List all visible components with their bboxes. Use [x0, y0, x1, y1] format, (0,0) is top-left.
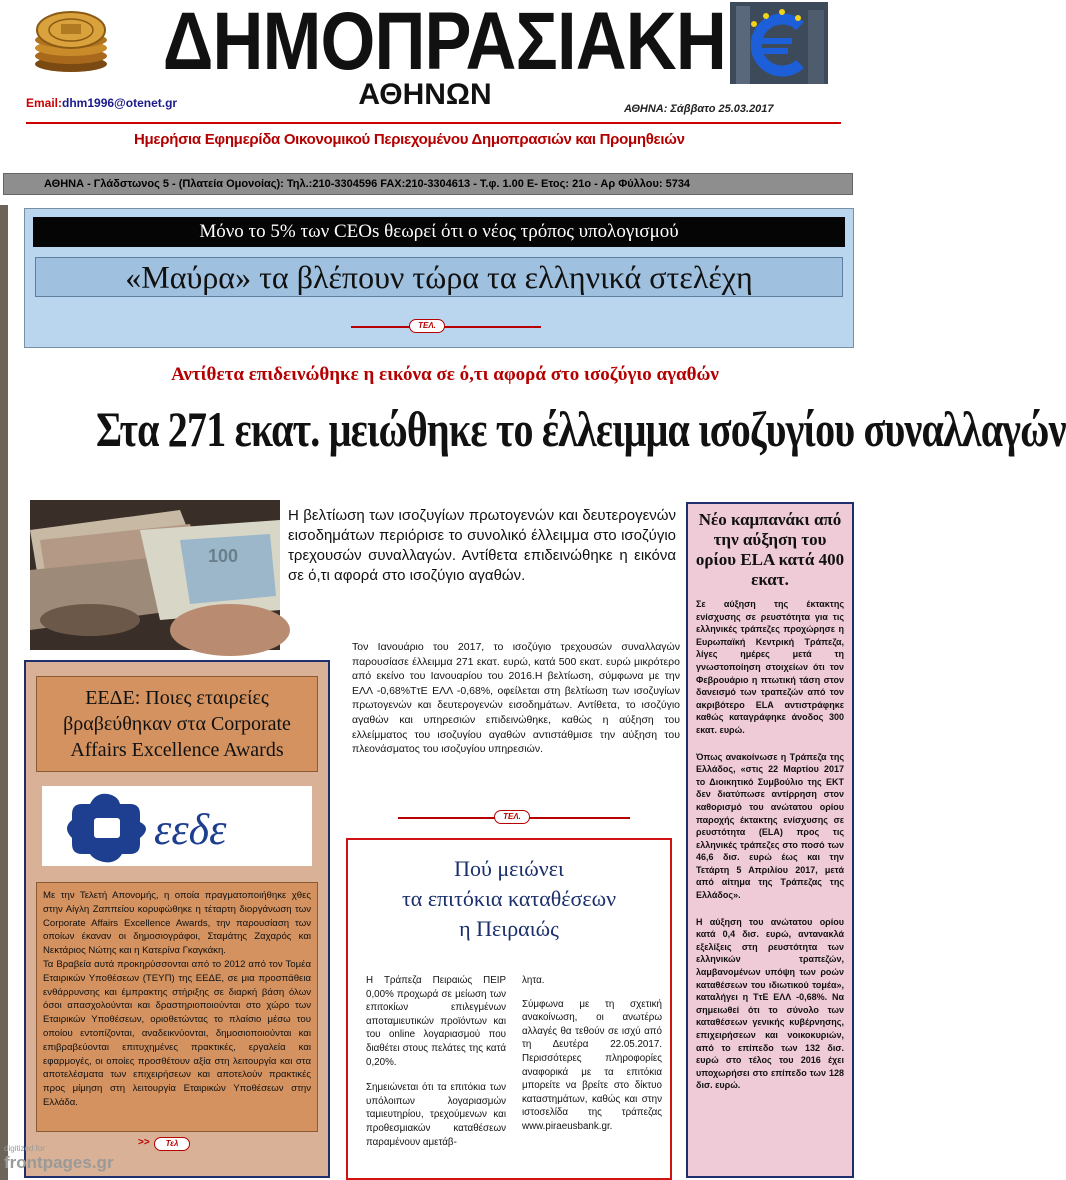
top-story-box — [24, 208, 854, 348]
tel-line — [351, 326, 541, 328]
watermark-small: digitized for — [4, 1144, 45, 1153]
newspaper-subtitle: ΑΘΗΝΩΝ — [358, 78, 492, 111]
watermark-brand: frontpages.gr — [4, 1153, 114, 1172]
eede-logo — [42, 786, 312, 866]
svg-text:100: 100 — [208, 546, 239, 566]
piraeus-column-2 — [522, 974, 662, 1134]
eede-story-box — [24, 660, 330, 1178]
info-bar: ΑΘΗΝΑ - Γλάδστωνος 5 - (Πλατεία Ομονοίας): Τηλ.:210-3304596 FAX:210-3304613 - Τ.φ. 1.00 Ε- Ετος: 21ο - Αρ Φύλλου: 5734 — [3, 173, 853, 195]
top-story-tel-button[interactable]: ΤΕΛ. — [409, 319, 445, 333]
eede-headline[interactable]: ΕΕΔΕ: Ποιες εταιρείες βραβεύθηκαν στα Corporate Affairs Excellence Awards — [36, 676, 318, 772]
piraeus-column-1 — [366, 974, 506, 1149]
email-link[interactable]: dhm1996@otenet.gr — [62, 96, 178, 110]
main-story-subhead: Αντίθετα επιδεινώθηκε η εικόνα σε ό,τι αφορά στο ισοζύγιο αγαθών — [171, 364, 719, 385]
euro-sign-image — [730, 2, 828, 84]
banknotes-photo — [30, 500, 280, 650]
piraeus-headline-line: τα επιτόκια καταθέσεων — [401, 886, 617, 911]
piraeus-paragraph: Σύμφωνα με τη σχετική ανακοίνωση, οι ανωτέρω αλλαγές θα τεθούν σε ισχύ από τη Δευτέρα 22.05.2017. Περισσότερες πληροφορίες αναφορικά με τα επιτόκια μπορείτε να βρείτε στο δίκτυο καταστημάτων, καθώς και στην ιστοσελίδα της τράπεζας www.piraeusbank.gr. — [522, 998, 662, 1132]
ela-paragraph: Η αύξηση του ανώτατου ορίου κατά 0,4 δισ. ευρώ, αντανακλά εξελίξεις στη ρευστότητα των ελληνικών τραπεζών, λαμβανομένων υπόψη των ροών καταθέσεων του ιδιωτικού τομέα», καταλήγει η ΤτΕ ΕΛΛ -0,68%. Να σημειωθεί ότι το σύνολο των καταθέσεων γενικής κυβέρνησης, επιχειρήσεων και νοικοκυριών, από το επίπεδο των 132 δισ. ευρώ στο τέλος του 2016 έχει υποχωρήσει στο επίπεδο των 128 δισ. ευρώ. — [696, 916, 844, 1091]
ela-paragraph: Σε αύξηση της έκτακτης ενίσχυσης σε ρευστότητα για τις ελληνικές τράπεζες προχώρησε η Ευρωπαϊκή Κεντρική Τράπεζα, λίγες ημέρες μετά τη γνωστοποίηση στοιχείων ότι τον Φεβρουάριο η πτωτική τάση στον δανεισμό των τραπεζών από τον ακριβότερο ELA αντιστράφηκε καθώς καταγράφηκε άνοδος 300 εκατ. ευρώ. — [696, 599, 844, 735]
eede-body — [36, 882, 318, 1132]
left-border — [0, 205, 8, 1180]
piraeus-headline[interactable] — [348, 854, 670, 944]
piraeus-headline-line: Πού μειώνει — [454, 856, 564, 881]
masthead-divider — [26, 122, 841, 124]
ela-headline[interactable]: Νέο καμπανάκι από την αύξηση του ορίου ELA κατά 400 εκατ. — [695, 510, 845, 589]
piraeus-paragraph: Σημειώνεται ότι τα επιτόκια των υπόλοιπων λογαριασμών ταμιευτηρίου, τρεχούμενων και προθεσμιακών καταθέσεων παραμένουν αμετάβ- — [366, 1082, 506, 1148]
main-story-lead: Η βελτίωση των ισοζυγίων πρωτογενών και δευτερογενών εισοδημάτων περιόρισε το συνολικό έλλειμμα στο ισοζύγιο τρεχουσών συναλλαγών. Αντίθετα επιδεινώθηκε η εικόνα σε ό,τι αφορά στο ισοζύγιο αγαθών. — [288, 507, 676, 584]
main-story-headline[interactable]: Στα 271 εκατ. μειώθηκε το έλλειμμα ισοζυγίου συναλλαγών — [96, 401, 1066, 457]
email-line — [26, 96, 177, 110]
eede-tel-button[interactable]: Τελ — [154, 1137, 190, 1151]
eede-paragraph: Με την Τελετή Απονομής, η οποία πραγματοποιήθηκε χθες στην Αίγλη Ζαππείου κορυφώθηκε η τέταρτη διοργάνωση των Corporate Affairs Excellence Awards, την παρουσίαση των οποίων έκαναν οι δημοσιογράφοι, Σταμάτης Ζαχαρός και Νεκτάριος Νώτης και η Κατερίνα Γκαγκάκη. — [43, 890, 311, 957]
piraeus-headline-line: η Πειραιώς — [459, 916, 559, 941]
piraeus-paragraph: Η Τράπεζα Πειραιώς ΠΕΙΡ 0,00% προχωρά σε μείωση των επιτοκίων επιλεγμένων αποταμιευτικών προϊόντων και του online λογαριασμού που διαθέτει στους πελάτες της κατά 0,20%. — [366, 975, 506, 1068]
main-story-tel-button[interactable]: ΤΕΛ. — [494, 810, 530, 824]
top-story-headline[interactable]: «Μαύρα» τα βλέπουν τώρα τα ελληνικά στελέχη — [35, 257, 843, 297]
watermark — [4, 1144, 114, 1173]
newspaper-title: ΔΗΜΟΠΡΑΣΙΑΚΗ — [162, 0, 726, 87]
ela-paragraph: Όπως ανακοίνωσε η Τράπεζα της Ελλάδος, «στις 22 Μαρτίου 2017 το Διοικητικό Συμβούλιο της ΕΚΤ δεν διατύπωσε αντίρρηση στον καθορισμό του ανώτατου ορίου παροχής έκτακτης ενίσχυσης σε ρευστότητα (ELA) προς τις ελληνικές τράπεζες στο ποσό των 46,6 δισ. ευρώ έως και την Τετάρτη 5 Απριλίου 2017, μετά από αίτημα της Τράπεζας της Ελλάδος». — [696, 751, 844, 901]
top-story-kicker: Μόνο το 5% των CEOs θεωρεί ότι ο νέος τρόπος υπολογισμού — [33, 217, 845, 247]
tagline: Ημερήσια Εφημερίδα Οικονομικού Περιεχομένου Δημοπρασιών και Προμηθειών — [134, 131, 685, 148]
coins-image — [28, 4, 114, 76]
email-label: Email: — [26, 96, 63, 110]
main-story-body: Τον Ιανουάριο του 2017, το ισοζύγιο τρεχουσών συναλλαγών παρουσίασε έλλειμμα 271 εκατ. ευρώ, κατά 500 εκατ. ευρώ μικρότερο από εκείνο του Ιανουαρίου του 2016.Η βελτίωση, σύμφωνα με την ΕΛΛ -0,68%ΤτΕ ΕΛΛ -0,68%, οφείλεται στη βελτίωση των ισοζυγίων πρωτογενών και δευτερογενών εισοδημάτων. Αντίθετα, το ισοζύγιο αγαθών και υπηρεσιών επιδεινώθηκε, καθώς η αύξηση του ελλείμματος του ισοζυγίου αγαθών αντιστάθμισε την αύξηση του πλεονάσματος του ισοζυγίου υπηρεσιών. — [352, 641, 680, 756]
issue-date: ΑΘΗΝΑ: Σάββατο 25.03.2017 — [624, 103, 774, 115]
arrow-icon: >> — [138, 1137, 150, 1148]
ela-story-box — [686, 502, 854, 1178]
eede-logo-text: εεδε — [154, 805, 227, 854]
piraeus-paragraph: λητα. — [522, 975, 545, 986]
eede-paragraph: Τα Βραβεία αυτά προκηρύσσονται από το 2012 από τον Τομέα Εταιρικών Υποθέσεων (ΤΕΥΠ) της ΕΕΔΕ, σε μια προσπάθεια ενθάρρυνσης και έμπρακτης στήριξης σε διαρκή βάση όλων όσοι απασχολούνται και δραστηριοποιούνται στο χώρο των Εταιρικών Υποθέσεων, οριοθετώντας το πλαίσιο μέσω του οποίου εντοπίζονται, αναδεικνύονται, δημοσιοποιούνται και επιβραβεύονται επιτυχημένες πρακτικές, εργαλεία και εφαρμογές, οι οποίες προσθέτουν αξία στη λειτουργία και στα αποτελέσματα των επιχειρήσεων και αποτελούν πρακτικές προς μίμηση στη λειτουργία Εταιρικών Υποθέσεων στην Ελλάδα. — [43, 958, 311, 1108]
piraeus-story-box — [346, 838, 672, 1180]
